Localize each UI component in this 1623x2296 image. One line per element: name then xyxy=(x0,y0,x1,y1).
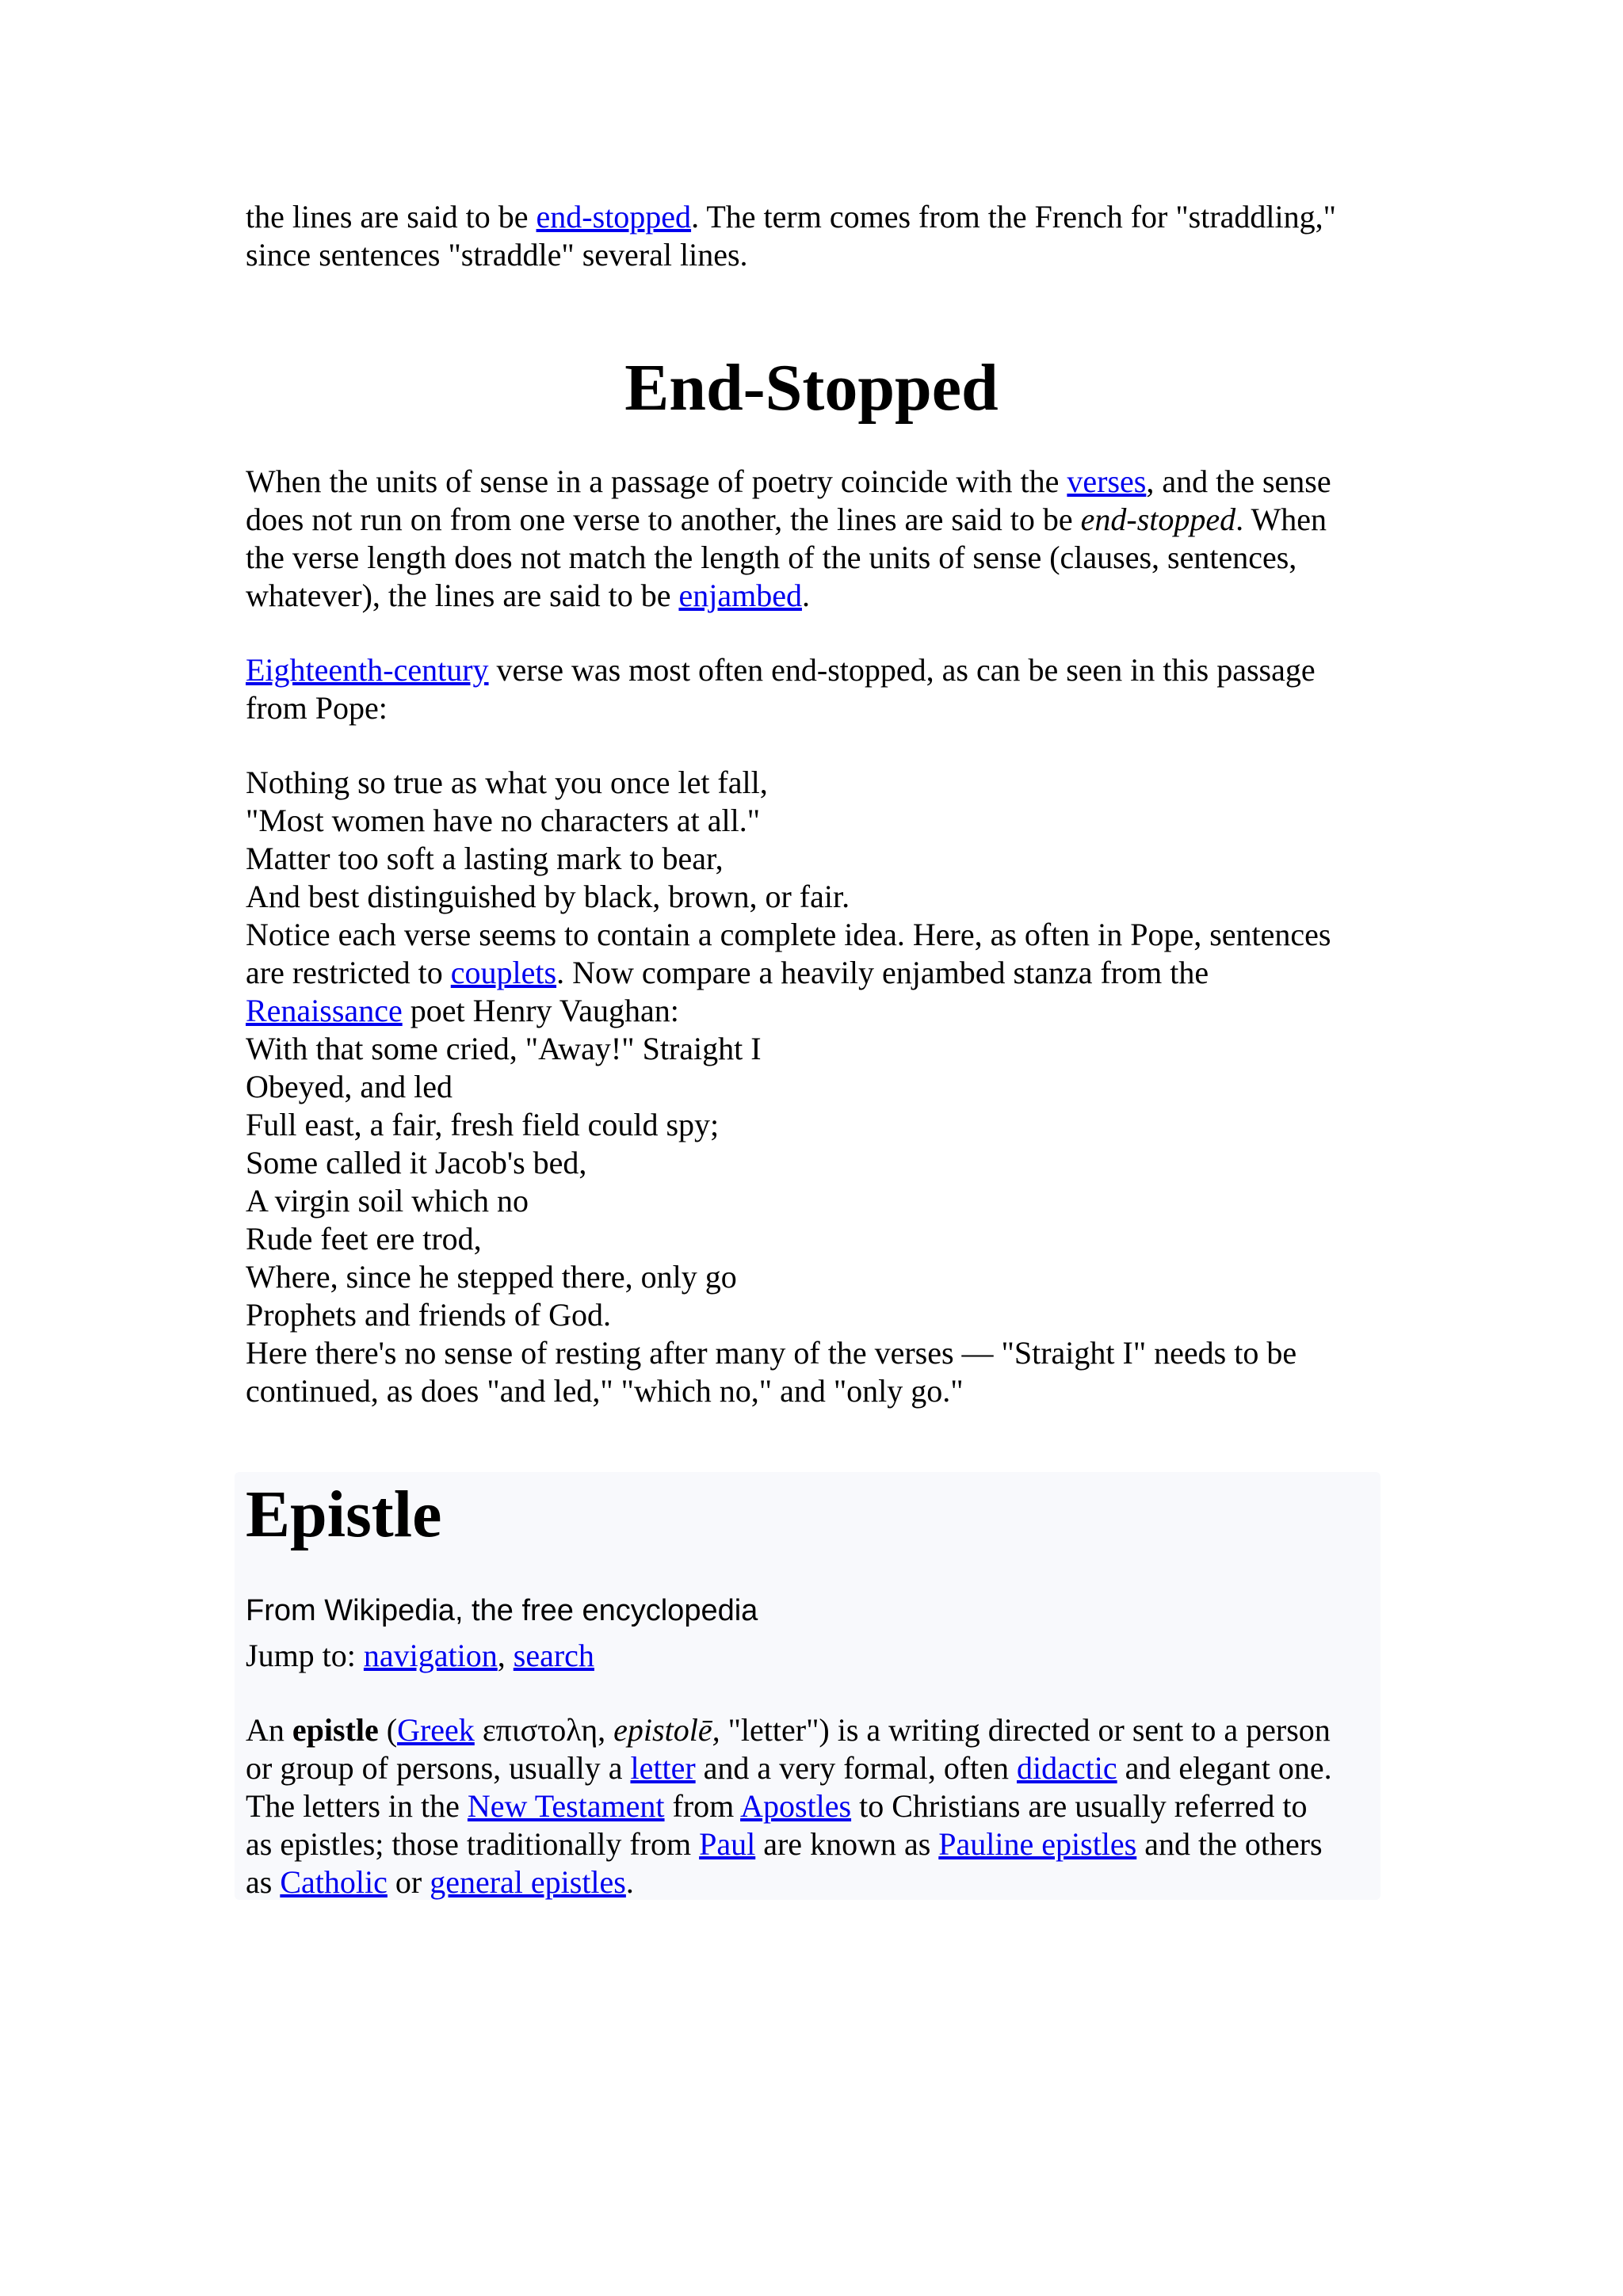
text: and a very formal, often xyxy=(695,1750,1018,1786)
link-didactic[interactable]: didactic xyxy=(1017,1750,1117,1786)
poetry-block xyxy=(246,764,1379,1410)
text: and the others xyxy=(1136,1826,1323,1862)
separator: , xyxy=(497,1638,514,1673)
link-renaissance[interactable]: Renaissance xyxy=(246,993,403,1028)
link-navigation[interactable]: navigation xyxy=(363,1638,498,1673)
text: since sentences "straddle" several lines. xyxy=(246,237,748,273)
link-paul[interactable]: Paul xyxy=(699,1826,756,1862)
text: and elegant one. xyxy=(1117,1750,1332,1786)
text: , and the sense xyxy=(1146,463,1331,499)
text: does not run on from one verse to another, the lines are said to be xyxy=(246,502,1081,537)
link-eighteenth-century[interactable]: Eighteenth-century xyxy=(246,652,489,688)
text: from Pope: xyxy=(246,690,388,726)
link-apostles[interactable]: Apostles xyxy=(740,1788,852,1824)
vaughan-line: Rude feet ere trod, xyxy=(246,1221,482,1257)
text: Here there's no sense of resting after many of the verses — "Straight I" needs to be xyxy=(246,1335,1297,1371)
link-new-testament[interactable]: New Testament xyxy=(467,1788,665,1824)
text: "letter") is a writing directed or sent to a person xyxy=(720,1712,1331,1748)
text: Notice each verse seems to contain a complete idea. Here, as often in Pope, sentences xyxy=(246,917,1331,952)
bold-term: epistle xyxy=(292,1712,379,1748)
link-couplets[interactable]: couplets xyxy=(450,955,557,990)
intro-paragraph xyxy=(246,198,1379,274)
vaughan-line: Where, since he stepped there, only go xyxy=(246,1259,737,1295)
text: . xyxy=(801,578,810,613)
text: ( xyxy=(378,1712,398,1748)
text: επιστολη, xyxy=(474,1712,614,1748)
vaughan-line: Full east, a fair, fresh field could spy; xyxy=(246,1107,720,1142)
jump-label: Jump to: xyxy=(246,1638,364,1673)
heading-end-stopped: End-Stopped xyxy=(624,351,999,425)
text: are restricted to xyxy=(246,955,451,990)
emphasis: end-stopped xyxy=(1080,502,1236,537)
link-greek[interactable]: Greek xyxy=(397,1712,475,1748)
text: whatever), the lines are said to be xyxy=(246,578,679,613)
text: poet Henry Vaughan: xyxy=(402,993,679,1028)
text: The letters in the xyxy=(246,1788,468,1824)
text: continued, as does "and led," "which no," and "only go." xyxy=(246,1373,964,1409)
link-catholic[interactable]: Catholic xyxy=(280,1864,388,1900)
vaughan-line: With that some cried, "Away!" Straight I xyxy=(246,1031,762,1066)
pope-line: And best distinguished by black, brown, or fair. xyxy=(246,879,850,914)
text: to Christians are usually referred to xyxy=(851,1788,1308,1824)
link-general-epistles[interactable]: general epistles xyxy=(430,1864,626,1900)
end-stopped-paragraph-2 xyxy=(246,651,1379,727)
text: as xyxy=(246,1864,281,1900)
pope-line: Nothing so true as what you once let fall, xyxy=(246,765,768,800)
jump-to-links xyxy=(246,1637,594,1675)
text: the verse length does not match the length of the units of sense (clauses, sentences, xyxy=(246,540,1297,575)
link-letter[interactable]: letter xyxy=(630,1750,696,1786)
link-enjambed[interactable]: enjambed xyxy=(678,578,802,613)
text: verse was most often end-stopped, as can be seen in this passage xyxy=(488,652,1316,688)
text: are known as xyxy=(755,1826,939,1862)
link-pauline-epistles[interactable]: Pauline epistles xyxy=(938,1826,1137,1862)
wikipedia-tagline: From Wikipedia, the free encyclopedia xyxy=(246,1594,758,1627)
pope-line: "Most women have no characters at all." xyxy=(246,803,761,838)
vaughan-line: A virgin soil which no xyxy=(246,1183,529,1219)
text: or xyxy=(387,1864,430,1900)
link-search[interactable]: search xyxy=(513,1638,594,1673)
link-end-stopped[interactable]: end-stopped xyxy=(536,199,692,235)
emphasis: epistolē, xyxy=(613,1712,720,1748)
text: . The term comes from the French for "straddling," xyxy=(691,199,1336,235)
text: from xyxy=(664,1788,741,1824)
text: as epistles; those traditionally from xyxy=(246,1826,700,1862)
text: . When xyxy=(1235,502,1327,537)
vaughan-line: Obeyed, and led xyxy=(246,1069,453,1104)
text: An xyxy=(246,1712,292,1748)
vaughan-line: Prophets and friends of God. xyxy=(246,1297,612,1333)
link-verses[interactable]: verses xyxy=(1067,463,1147,499)
text: . Now compare a heavily enjambed stanza from the xyxy=(556,955,1209,990)
heading-epistle: Epistle xyxy=(246,1478,442,1551)
text: the lines are said to be xyxy=(246,199,537,235)
epistle-paragraph xyxy=(246,1711,1379,1901)
text: or group of persons, usually a xyxy=(246,1750,631,1786)
vaughan-line: Some called it Jacob's bed, xyxy=(246,1145,587,1180)
text: When the units of sense in a passage of poetry coincide with the xyxy=(246,463,1067,499)
pope-line: Matter too soft a lasting mark to bear, xyxy=(246,841,724,876)
end-stopped-paragraph-1 xyxy=(246,463,1379,615)
text: . xyxy=(625,1864,634,1900)
